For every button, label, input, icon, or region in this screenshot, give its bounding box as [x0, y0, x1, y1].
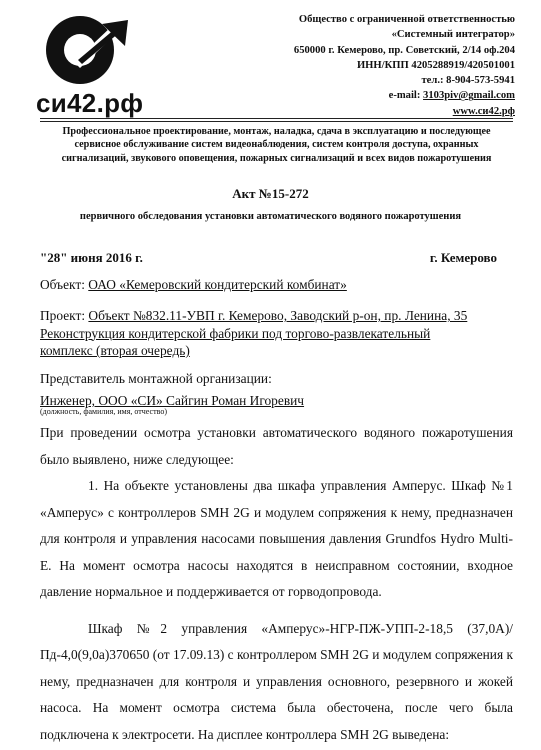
- company-email-row: [294, 88, 515, 103]
- object-value: ОАО «Кемеровский кондитерский комбинат»: [88, 277, 347, 292]
- act-title: Акт №15-272: [232, 186, 309, 201]
- company-name-line: Общество с ограниченной ответственностью: [298, 14, 515, 25]
- body-intro: При проведении осмотра установки автоматического водяного пожаротушения было выявлено, ниже следующее:: [40, 425, 513, 467]
- company-details: [294, 12, 515, 119]
- company-inn: ИНН/КПП 4205288919/420501001: [356, 59, 515, 71]
- company-address: 650000 г. Кемерово, пр. Советский, 2/14 оф.204: [293, 44, 515, 56]
- header-divider-secondary: [40, 121, 513, 122]
- project-line-2: Реконструкция кондитерской фабрики под торгово-развлекательный: [40, 325, 431, 341]
- logo-text: си42.рф: [36, 88, 144, 118]
- company-phone: тел.: 8-904-573-5941: [421, 75, 515, 87]
- company-logo: [36, 14, 146, 119]
- project-row: [40, 307, 513, 360]
- act-subtitle: первичного обследования установки автоматического водяного пожаротушения: [79, 211, 462, 222]
- project-line-1: Объект №832.11-УВП г. Кемерово, Заводский р-он, пр. Ленина, 35: [88, 308, 468, 323]
- representative-label: Представитель монтажной организации:: [40, 371, 272, 386]
- act-date: "28" июня 2016 г.: [40, 250, 143, 265]
- body-paragraph-1: 1. На объекте установлены два шкафа управления Амперус. Шкаф №1 «Амперус» с контроллеров SMH 2G и модулем сопряжения к нему, предназначен для контроля и управления насосами повышения давления Grundfos Hydro Multi-E. На момент осмотра насосы находятся в неисправном состоянии, входное давление нормальное и поддерживается от горводопровода.: [40, 478, 513, 599]
- act-city: г. Кемерово: [429, 250, 497, 265]
- website-link[interactable]: www.си42.рф: [452, 105, 515, 117]
- header-divider: [40, 118, 513, 119]
- project-line-3: комплекс (вторая очередь): [40, 343, 190, 358]
- email-link[interactable]: 3103piv@gmail.com: [423, 90, 515, 102]
- representative-caption: (должность, фамилия, имя, отчество): [40, 407, 167, 416]
- act-body: [40, 420, 513, 748]
- object-label: Объект:: [40, 277, 89, 292]
- services-description: Профессиональное проектирование, монтаж, наладка, сдача в эксплуатацию и последующее сервисное обслуживание систем видеонаблюдения, систем контроля доступа, охранных сигнализаций, звукового оповещения, пожарных сигнализаций и всех видов пожаротушения: [61, 126, 492, 164]
- object-row: [40, 276, 513, 294]
- project-label: Проект:: [40, 308, 89, 323]
- representative-value: Инженер, ООО «СИ» Сайгин Роман Игоревич: [40, 393, 305, 408]
- email-label: e-mail:: [388, 90, 424, 102]
- company-name-quoted: «Системный интегратор»: [391, 29, 515, 41]
- body-paragraph-2: Шкаф №2 управления «Амперус»-НГР-ПЖ-УПП-2-18,5 (37,0А)/Пд-4,0(9,0а)370650 (от 17.09.13) с контроллером SMH 2G и модулем сопряжения к нему, предназначен для контроля и управления основного, резервного и жокей насоса. На момент осмотра система была обесточена, после чего была подключена к электросети. На дисплее контроллера SMH 2G выведена:: [40, 620, 513, 742]
- logo-mark-icon: [36, 14, 136, 86]
